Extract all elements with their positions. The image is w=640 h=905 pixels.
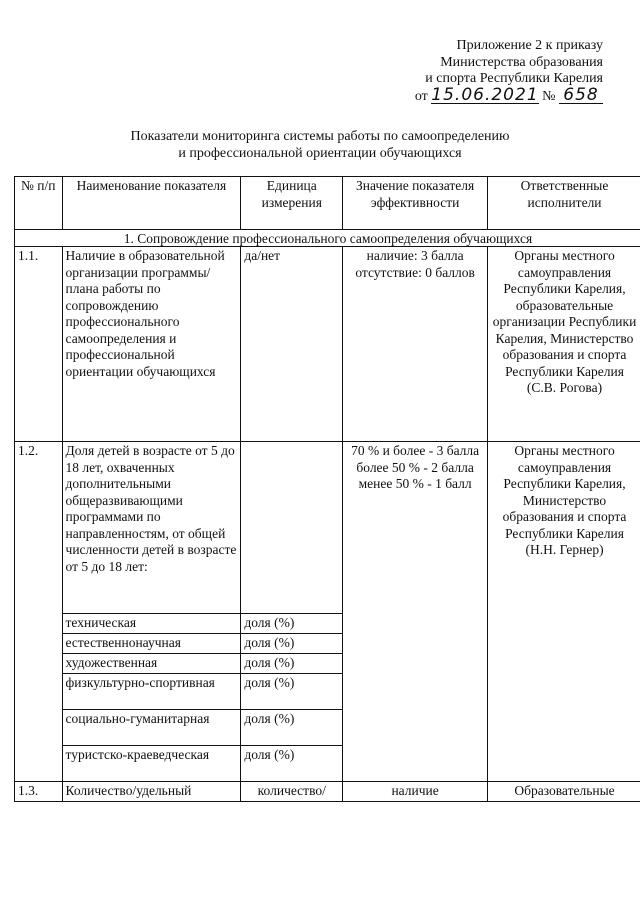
title-line-1: Показатели мониторинга системы работы по самоопределению <box>130 129 510 144</box>
sub-name: туристско-краеведческая <box>62 746 241 782</box>
section-row <box>15 230 640 247</box>
document-title <box>0 128 640 162</box>
sub-unit: доля (%) <box>241 674 343 710</box>
sub-unit: доля (%) <box>241 634 343 654</box>
order-number: 658 <box>559 88 603 104</box>
col-num-header: № п/п <box>15 177 63 230</box>
title-line-2: и профессиональной ориентации обучающихся <box>178 146 462 161</box>
section-title: 1. Сопровождение профессионального самоопределения обучающихся <box>15 230 640 247</box>
row-unit: да/нет <box>241 247 343 442</box>
sub-unit: доля (%) <box>241 746 343 782</box>
row-value: наличие <box>343 782 488 802</box>
sub-unit: доля (%) <box>241 654 343 674</box>
table-row <box>15 442 640 614</box>
table-row <box>15 247 640 442</box>
col-name-header: Наименование показателя <box>62 177 241 230</box>
row-value: наличие: 3 балла отсутствие: 0 баллов <box>343 247 488 442</box>
sub-name: физкультурно-спортивная <box>62 674 241 710</box>
sub-unit: доля (%) <box>241 710 343 746</box>
row-unit: количество/ <box>241 782 343 802</box>
row-name: Количество/удельный <box>62 782 241 802</box>
row-unit <box>241 442 343 614</box>
row-num: 1.1. <box>15 247 63 442</box>
row-name: Доля детей в возрасте от 5 до 18 лет, охваченных дополнительными общеразвивающими программами по направленностям, от общей численности детей в возрасте от 5 до 18 лет: <box>62 442 241 614</box>
from-label: от <box>414 88 428 104</box>
sub-name: естественнонаучная <box>62 634 241 654</box>
table-header-row <box>15 177 640 230</box>
order-date: 15.06.2021 <box>431 84 539 105</box>
sub-name: социально-гуманитарная <box>62 710 241 746</box>
row-resp: Образовательные <box>488 782 640 802</box>
order-date-number <box>414 84 603 106</box>
number-sign: № <box>542 88 556 104</box>
indicators-table <box>14 176 640 802</box>
sub-name: техническая <box>62 614 241 634</box>
col-resp-header: Ответственные исполнители <box>488 177 640 230</box>
sub-unit: доля (%) <box>241 614 343 634</box>
row-num: 1.2. <box>15 442 63 782</box>
col-unit-header: Единица измерения <box>241 177 343 230</box>
order-appendix-header <box>415 38 603 105</box>
col-value-header: Значение показателя эффективности <box>343 177 488 230</box>
sub-name: художественная <box>62 654 241 674</box>
table-row <box>15 782 640 802</box>
row-resp: Органы местного самоуправления Республики Карелия, Министерство образования и спорта Республики Карелия (Н.Н. Гернер) <box>488 442 640 782</box>
appendix-line-2: Министерства образования <box>440 54 603 70</box>
row-value: 70 % и более - 3 балла более 50 % - 2 балла менее 50 % - 1 балл <box>343 442 488 782</box>
appendix-line-1: Приложение 2 к приказу <box>456 38 603 53</box>
row-resp: Органы местного самоуправления Республики Карелия, образовательные организации Республики Карелия, Министерство образования и спорта Республики Карелия (С.В. Рогова) <box>488 247 640 442</box>
appendix-line-3: и спорта Республики Карелия <box>425 71 603 86</box>
row-num: 1.3. <box>15 782 63 802</box>
row-name: Наличие в образовательной организации программы/плана работы по сопровождению профессионального самоопределения и профессиональной ориентации обучающихся <box>62 247 241 442</box>
